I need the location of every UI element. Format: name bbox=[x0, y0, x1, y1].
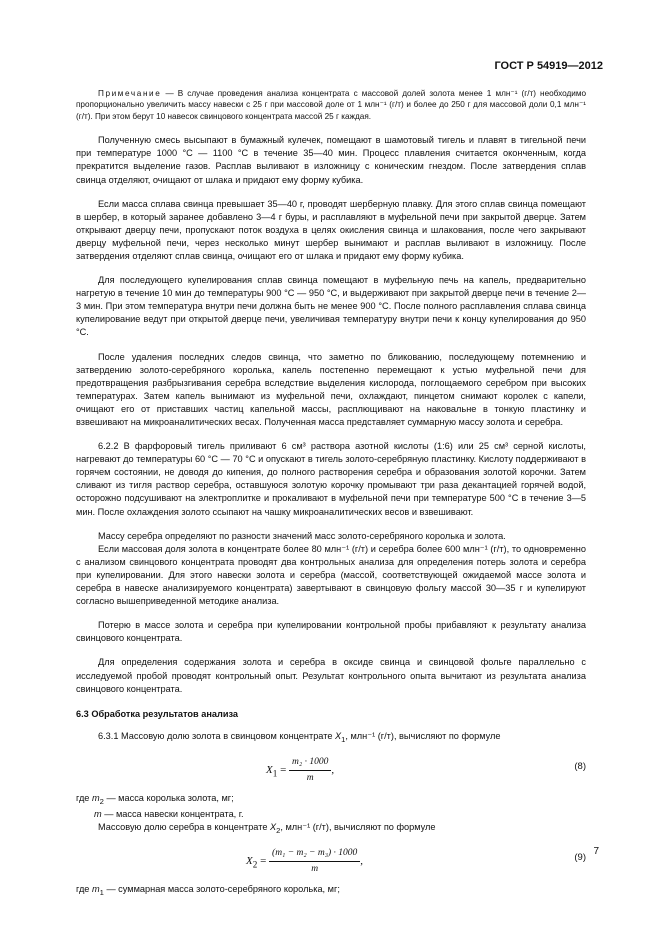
document-header: ГОСТ Р 54919—2012 bbox=[494, 60, 603, 72]
document-body bbox=[76, 88, 586, 899]
note bbox=[76, 88, 586, 122]
paragraph: Массу серебра определяют по разности значений масс золото-серебряного королька и золота. bbox=[98, 530, 506, 541]
paragraph: Полученную смесь высыпают в бумажный кулечек, помещают в шамотовый тигель и плавят в тигельной печи при температуре 1000 °С — 1100 °С в течение 35—40 мин. Процесс плавления считается оконченным, когда прекратится выделение газов. Расплав выливают в изложницу с коническим гнездом. После затвердения сплав свинца отделяют, очищают от шлака и придают ему форму кубика. bbox=[76, 135, 586, 185]
formula-8-expression: $X_1$ = $\frac{\text{m₂ · 1000}}{m}$ , bbox=[266, 756, 334, 785]
paragraph: Для определения содержания золота и серебра в оксиде свинца и свинцовой фольге параллельно с исследуемой пробой проводят контрольный опыт. Результат контрольного опыта вычитают из результата анализа свинцового концентрата. bbox=[76, 657, 586, 694]
paragraph: Если масса сплава свинца превышает 35—40 г, проводят шерберную плавку. Для этого сплав свинца помещают в шербер, в который заранее добавлено 3—4 г буры, и расплавляют в муфельной печи при закрытой дверце. Затем открывают дверцу печи, пропускают поток воздуха в целях окисления свинца и шлакования, после чего закрывают дверцу муфельной печи, через несколько минут шербер вынимают и расплав выливают в изложницу. После затвердения отделяют сплав свинца, очищают его от шлака и придают ему форму кубика. bbox=[76, 198, 586, 261]
where-line: m — масса навески концентрата, г. bbox=[94, 808, 244, 819]
paragraph: Для последующего купелирования сплав свинца помещают в муфельную печь на капель, предварительно нагретую в течение 10 мин до температуры 900 °С — 950 °С, и выдерживают при закрытой дверце печи в течение 2—3 мин. При этом температура внутри печи должна быть не менее 900 °С. После полного расплавления сплава свинца купелирование ведут при открытой дверце печи, увеличивая температуру внутри печи к концу купелирования до 950 °С. bbox=[76, 275, 586, 338]
paragraph: После удаления последних следов свинца, что заметно по бликованию, последующему потемнению и затвердению золото-серебряного королька, капель постепенно перемещают к устью муфельной печи для предотвращения разбрызгивания серебра вследствие выделения кислорода, поглощаемого серебром при высоких температурах. Затем капель вынимают из муфельной печи, охлаждают, пинцетом снимают королек с капели, очищают его от приставших частиц капельной массы, расплющивают на наковальне в тонкую пластинку и взвешивают на микроаналитических весах. Полученная масса представляет суммарную массу золота и серебра. bbox=[76, 351, 586, 427]
formula-9-fraction: $\frac{\text{(m₁ − m₂ − m₃) · 1000}}{m}$ bbox=[269, 847, 360, 876]
equation-number: (8) bbox=[574, 760, 586, 772]
paragraph: Если массовая доля золота в концентрате более 80 млн⁻¹ (г/т) и серебра более 600 млн⁻¹ (г/т), то одновременно с анализом свинцового концентрата проводят два контрольных анализа для определения потерь золота и серебра при купелировании. Для этого навески золота и серебра (массой, соответствующей ожидаемой массе золота и серебра в навеске анализируемого концентрата) завертывают в свинцовую фольгу массой 30—35 г и купелируют согласно вышеприведенной методике анализа. bbox=[76, 543, 586, 607]
where-line: где $m_1$ — суммарная масса золото-серебряного королька, мг; bbox=[76, 883, 340, 897]
page-number: 7 bbox=[593, 846, 599, 857]
formula-9 bbox=[76, 841, 586, 881]
formula-8 bbox=[76, 750, 586, 790]
paragraph: Потерю в массе золота и серебра при купелировании контрольной пробы прибавляют к результату анализа свинцового концентрата. bbox=[76, 620, 586, 644]
paragraph-silver: Массовую долю серебра в концентрате $X_2$, млн⁻¹ (г/т), вычисляют по формуле bbox=[98, 821, 436, 835]
formula-9-expression: $X_2$ = $\frac{\text{(m₁ − m₂ − m₃) · 1000}}{m}$ , bbox=[246, 847, 363, 876]
paragraph-6-3-1: 6.3.1 Массовую долю золота в свинцовом концентрате $X_1$, млн⁻¹ (г/т), вычисляют по формуле bbox=[98, 730, 501, 744]
paragraph: 6.2.2 В фарфоровый тигель приливают 6 см³ раствора азотной кислоты (1:6) или 25 см³ серной кислоты, нагревают до температуры 60 °С — 70 °С и опускают в тигель золото-серебряную пластинку. Кислоту поддерживают в горячем состоянии, не доводя до кипения, до полного растворения серебра и образования золотой корочки. Затем сливают из тигля раствор серебра, оставшуюся золотую корочку промывают три раза декантацией горячей водой, осторожно подсушивают на электроплитке и прокаливают в муфельной печи при температуре 500 °С в течение 3—5 мин. После охлаждения золото ссыпают на чашку микроаналитических весов и взвешивают. bbox=[76, 441, 586, 517]
note-text: — В случае проведения анализа концентрата с массовой долей золота менее 1 млн⁻¹ (г/т) необходимо пропорционально увеличить массу навески с 25 г при массовой доле от 1 млн⁻¹ (г/т) и более до 250 г для массовой доли 0,1 млн⁻¹ (г/т). При этом берут 10 навесок свинцового концентрата массой 25 г каждая. bbox=[76, 89, 586, 121]
where-line: где $m_2$ — масса королька золота, мг; bbox=[76, 792, 234, 806]
equation-number: (9) bbox=[574, 851, 586, 863]
note-label: Примечание bbox=[98, 89, 162, 98]
section-heading: 6.3 Обработка результатов анализа bbox=[76, 708, 239, 719]
formula-8-fraction: $\frac{\text{m₂ · 1000}}{m}$ bbox=[289, 756, 331, 785]
